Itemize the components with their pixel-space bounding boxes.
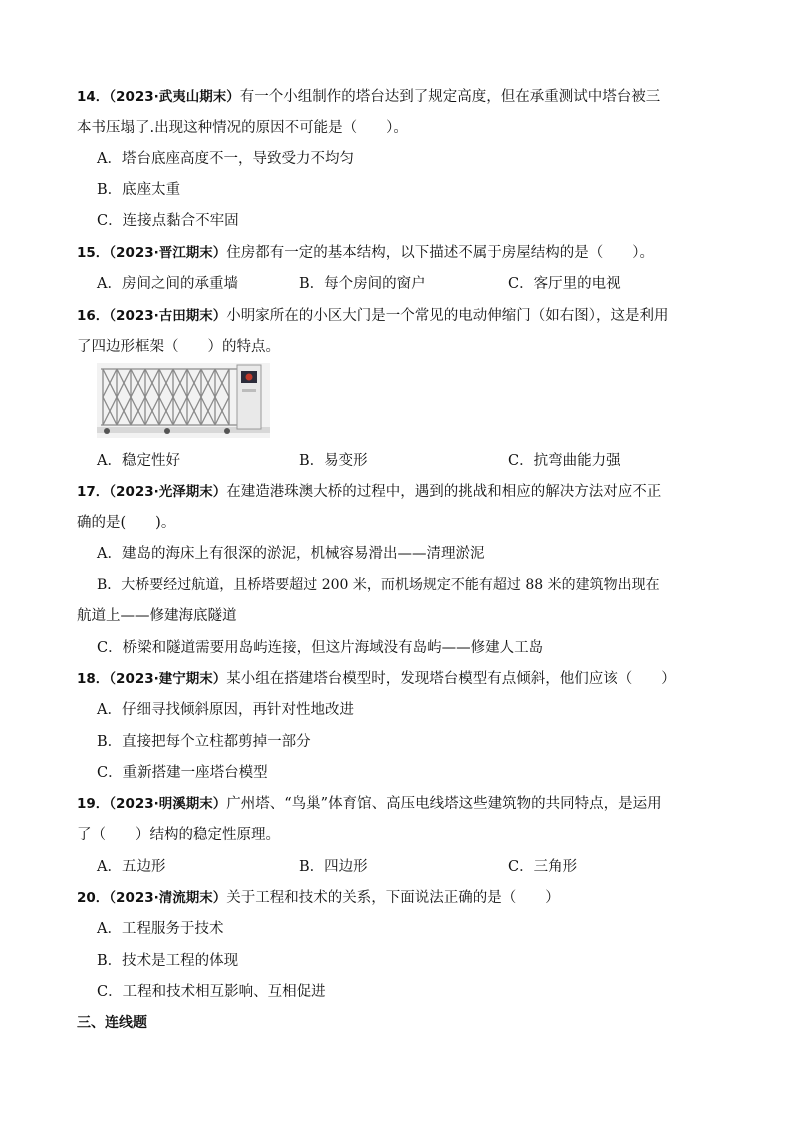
- question-text: 广州塔、“鸟巢”体育馆、高压电线塔这些建筑物的共同特点，是运用: [226, 796, 662, 812]
- question-number: 20．: [77, 890, 110, 906]
- question-14: [77, 86, 660, 108]
- question-source: （2023·明溪期末）: [109, 796, 227, 812]
- section-heading: 三、连线题: [77, 1015, 147, 1031]
- option-a: A．房间之间的承重墙: [97, 276, 238, 292]
- option-a: A．塔台底座高度不一，导致受力不均匀: [97, 151, 354, 167]
- question-number: 18．: [77, 671, 110, 687]
- question-text: 关于工程和技术的关系，下面说法正确的是（ ）: [226, 890, 560, 906]
- question-text: 有一个小组制作的塔台达到了规定高度，但在承重测试中塔台被三: [239, 89, 661, 105]
- telescopic-gate-image: [97, 363, 270, 438]
- option-c: C．连接点黏合不牢固: [97, 213, 239, 229]
- option-c: C．三角形: [508, 859, 578, 875]
- question-16-cont: 了四边形框架（ ）的特点。: [77, 339, 280, 355]
- option-a: A．五边形: [97, 859, 166, 875]
- option-c: C．工程和技术相互影响、互相促进: [97, 984, 326, 1000]
- option-c: C．抗弯曲能力强: [508, 453, 621, 469]
- option-b: B．每个房间的窗户: [299, 276, 426, 292]
- option-b: B．底座太重: [97, 182, 181, 198]
- question-14-cont: 本书压塌了.出现这种情况的原因不可能是（ ）。: [77, 120, 408, 136]
- question-20: [77, 887, 560, 909]
- option-b: B．技术是工程的体现: [97, 953, 239, 969]
- option-a: A．工程服务于技术: [97, 921, 224, 937]
- question-text: 在建造港珠澳大桥的过程中，遇到的挑战和相应的解决方法对应不正: [226, 484, 662, 500]
- question-text: 住房都有一定的基本结构，以下描述不属于房屋结构的是（ ）。: [226, 245, 654, 261]
- question-16: [77, 305, 669, 327]
- question-number: 17．: [77, 484, 110, 500]
- option-b-cont: 航道上——修建海底隧道: [77, 608, 237, 624]
- option-c: C．客厅里的电视: [508, 276, 621, 292]
- question-number: 15．: [77, 245, 110, 261]
- option-b: B．大桥要经过航道，且桥塔要超过 200 米，而机场规定不能有超过 88 米的建筑物出现在: [97, 577, 660, 593]
- option-a: A．稳定性好: [97, 453, 180, 469]
- question-18: [77, 668, 676, 690]
- question-text: 某小组在搭建塔台模型时，发现塔台模型有点倾斜，他们应该（ ）: [226, 671, 676, 687]
- question-source: （2023·光泽期末）: [109, 484, 227, 500]
- question-source: （2023·清流期末）: [109, 890, 227, 906]
- question-text: 小明家所在的小区大门是一个常见的电动伸缩门（如右图），这是利用: [226, 308, 669, 324]
- option-b: B．易变形: [299, 453, 368, 469]
- question-17-cont: 确的是( )。: [77, 515, 176, 531]
- question-source: （2023·古田期末）: [109, 308, 227, 324]
- question-17: [77, 481, 661, 503]
- option-c: C．桥梁和隧道需要用岛屿连接，但这片海域没有岛屿——修建人工岛: [97, 640, 544, 656]
- question-19-cont: 了（ ）结构的稳定性原理。: [77, 827, 280, 843]
- option-a: A．仔细寻找倾斜原因，再针对性地改进: [97, 702, 354, 718]
- question-number: 16．: [77, 308, 110, 324]
- question-15: [77, 242, 654, 264]
- option-c: C．重新搭建一座塔台模型: [97, 765, 268, 781]
- question-source: （2023·建宁期末）: [109, 671, 227, 687]
- question-source: （2023·晋江期末）: [109, 245, 227, 261]
- option-a: A．建岛的海床上有很深的淤泥，机械容易滑出——清理淤泥: [97, 546, 485, 562]
- question-source: （2023·武夷山期末）: [109, 89, 240, 105]
- question-19: [77, 793, 662, 815]
- option-b: B．四边形: [299, 859, 368, 875]
- option-b: B．直接把每个立柱都剪掉一部分: [97, 734, 311, 750]
- question-number: 14．: [77, 89, 110, 105]
- question-number: 19．: [77, 796, 110, 812]
